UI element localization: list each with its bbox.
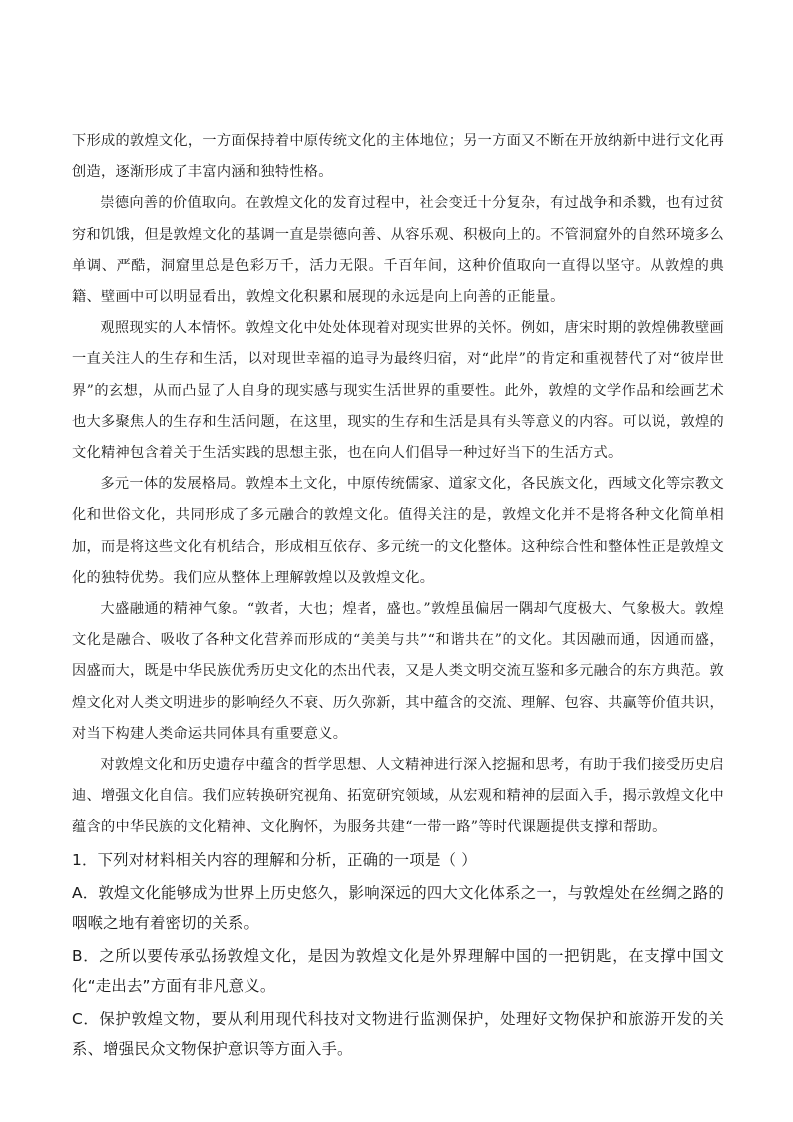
passage-paragraph: 崇德向善的价值取向。在敦煌文化的发育过程中，社会变迁十分复杂，有过战争和杀戮，也有过贫穷和饥饿，但是敦煌文化的基调一直是崇德向善、从容乐观、积极向上的。不管洞窟外的自然环境多么单调、严酷，洞窟里总是色彩万千，活力无限。千百年间，这种价值取向一直得以坚守。从敦煌的典籍、壁画中可以明显看出，敦煌文化积累和展现的永远是向上向善的正能量。 xyxy=(72,195,724,306)
passage-paragraph: 对敦煌文化和历史遗存中蕴含的哲学思想、人文精神进行深入挖掘和思考，有助于我们接受历史启迪、增强文化自信。我们应转换研究视角、拓宽研究领域，从宏观和精神的层面入手，揭示敦煌文化中蕴含的中华民族的文化精神、文化胸怀，为服务共建“一带一路”等时代课题提供支撑和帮助。 xyxy=(72,757,724,836)
passage-paragraph: 大盛融通的精神气象。“敦者，大也；煌者，盛也。”敦煌虽偏居一隅却气度极大、气象极大。敦煌文化是融合、吸收了各种文化营养而形成的“美美与共”“和谐共在”的文化。其因融而通，因通而盛，因盛而大，既是中华民族优秀历史文化的杰出代表，又是人类文明交流互鉴和多元融合的东方典范。敦煌文化对人类文明进步的影响经久不衰、历久弥新，其中蕴含的交流、理解、包容、共赢等价值共识，对当下构建人类命运共同体具有重要意义。 xyxy=(72,601,724,742)
answer-option-a: A．敦煌文化能够成为世界上历史悠久，影响深远的四大文化体系之一，与敦煌处在丝绸之路的咽喉之地有着密切的关系。 xyxy=(72,883,724,932)
passage-paragraph: 下形成的敦煌文化，一方面保持着中原传统文化的主体地位；另一方面又不断在开放纳新中进行文化再创造，逐渐形成了丰富内涵和独特性格。 xyxy=(72,133,724,181)
question-stem: 1．下列对材料相关内容的理解和分析，正确的一项是（ ） xyxy=(72,850,477,869)
question-block xyxy=(72,845,724,1064)
answer-option-b: B．之所以要传承弘扬敦煌文化，是因为敦煌文化是外界理解中国的一把钥匙，在支撑中国文化“走出去”方面有非凡意义。 xyxy=(72,946,724,995)
passage-paragraph: 多元一体的发展格局。敦煌本土文化，中原传统儒家、道家文化，各民族文化，西域文化等宗教文化和世俗文化，共同形成了多元融合的敦煌文化。值得关注的是，敦煌文化并不是将各种文化简单相加，而是将这些文化有机结合，形成相互依存、多元统一的文化整体。这种综合性和整体性正是敦煌文化的独特优势。我们应从整体上理解敦煌以及敦煌文化。 xyxy=(72,476,724,586)
reading-passage xyxy=(72,126,724,844)
answer-option-c: C．保护敦煌文物，要从利用现代科技对文物进行监测保护，处理好文物保护和旅游开发的关系、增强民众文物保护意识等方面入手。 xyxy=(72,1009,724,1058)
passage-paragraph: 观照现实的人本情怀。敦煌文化中处处体现着对现实世界的关怀。例如，唐宋时期的敦煌佛教壁画一直关注人的生存和生活，以对现世幸福的追寻为最终归宿，对“此岸”的肯定和重视替代了对“彼岸世界”的玄想，从而凸显了人自身的现实感与现实生活世界的重要性。此外，敦煌的文学作品和绘画艺术也大多聚焦人的生存和生活问题，在这里，现实的生存和生活是具有头等意义的内容。可以说，敦煌的文化精神包含着关于生活实践的思想主张，也在向人们倡导一种过好当下的生活方式。 xyxy=(72,320,724,462)
document-body xyxy=(72,126,724,1064)
